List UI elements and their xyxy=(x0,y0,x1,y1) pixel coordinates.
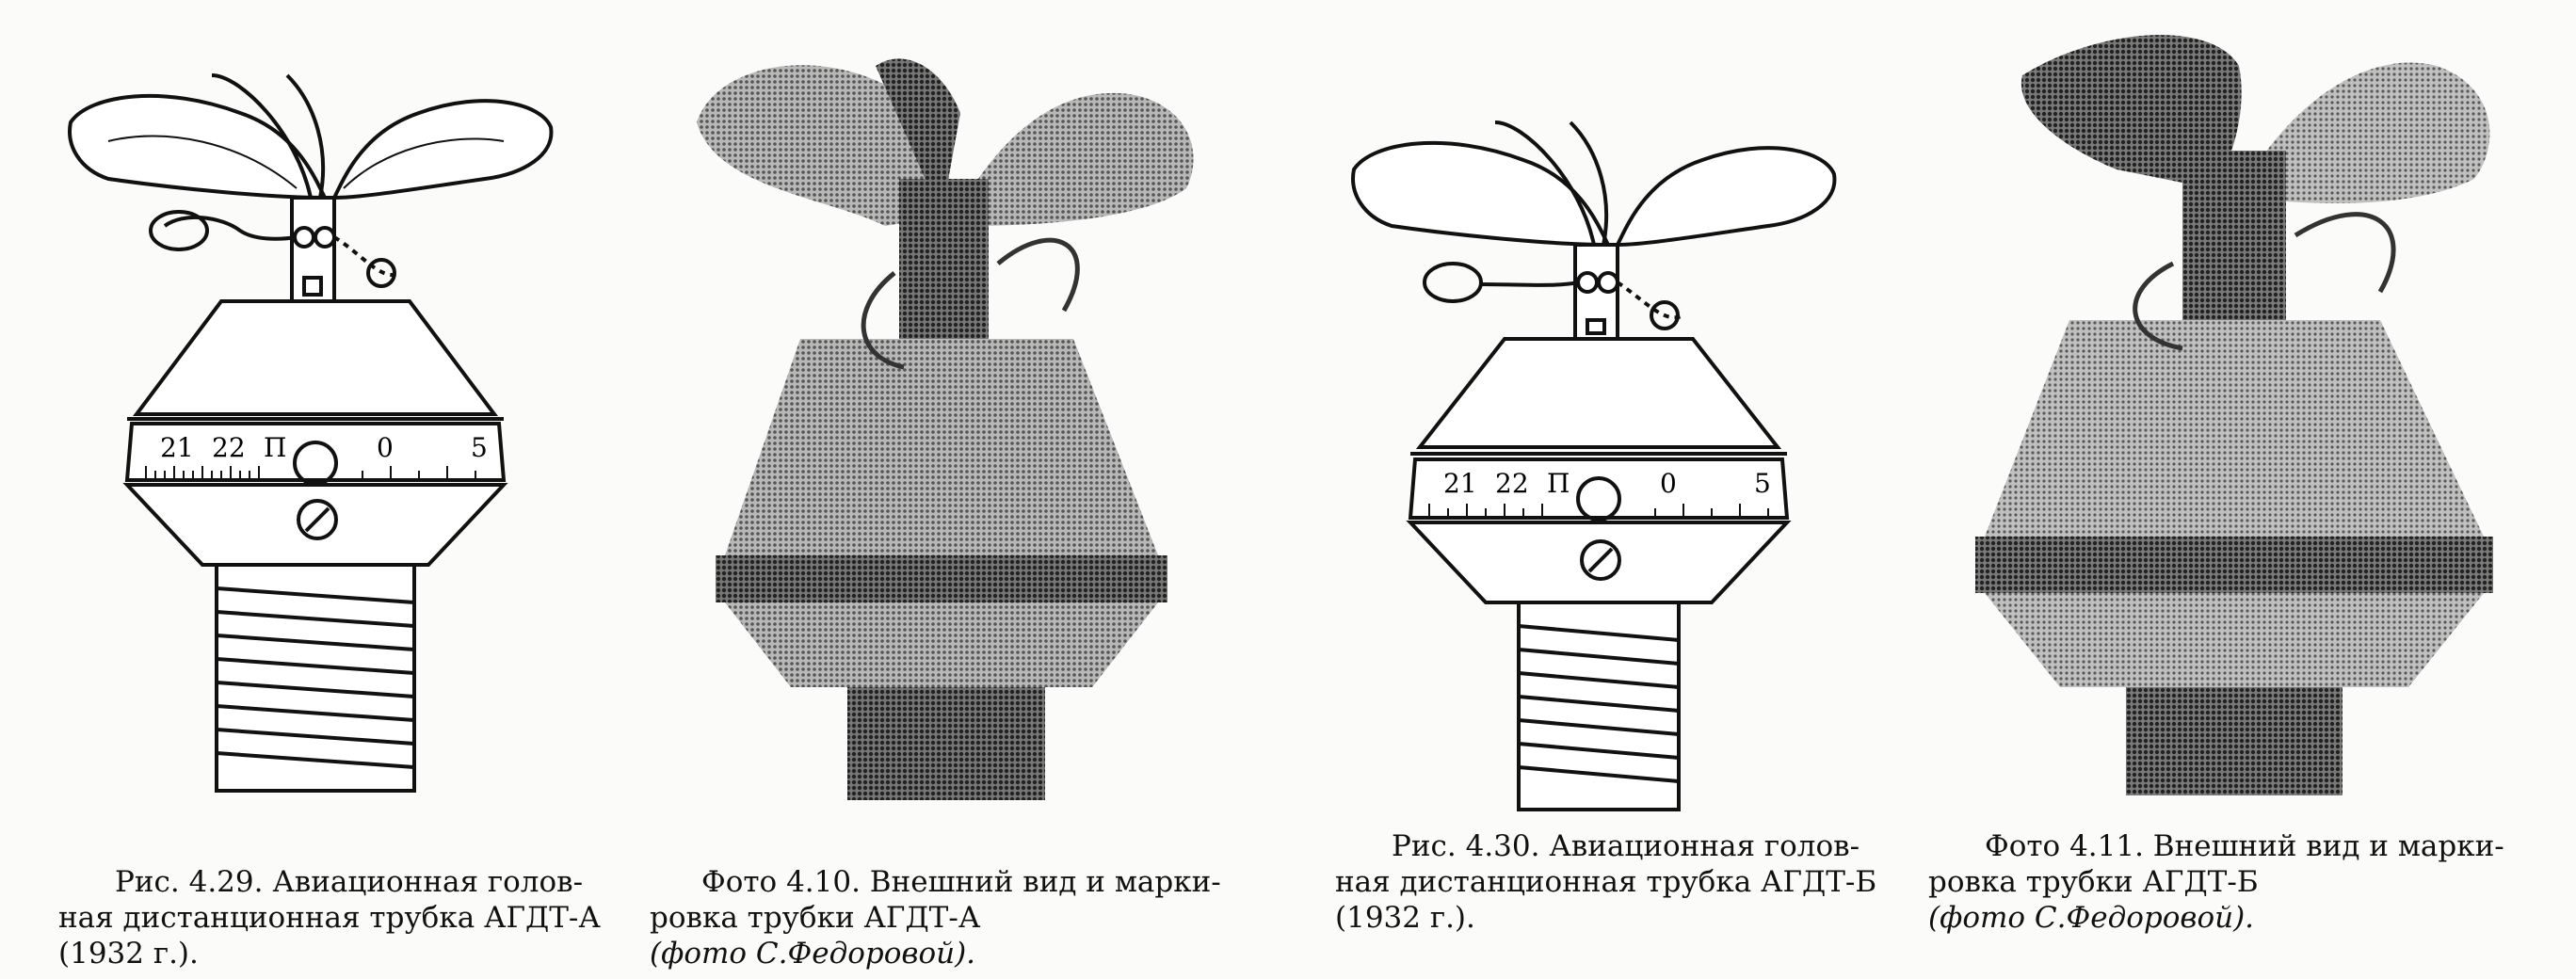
dial-label-21: 21 xyxy=(160,432,194,463)
dial-label-5: 5 xyxy=(1754,468,1771,499)
caption-line: ровка трубки АГДТ-Б xyxy=(1928,865,2259,899)
fuze-drawing-agdt-b xyxy=(1335,85,1862,819)
figure-caption-4-29 xyxy=(58,864,642,971)
right-page xyxy=(1288,0,2576,979)
photo-agdt-b xyxy=(1928,9,2531,800)
caption-line: ровка трубки АГДТ-А xyxy=(650,901,981,935)
dial-label-0: 0 xyxy=(1660,468,1677,499)
caption-line: (фото С.Федоровой). xyxy=(650,937,976,971)
caption-line: ная дистанционная трубка АГДТ-А xyxy=(58,901,601,935)
caption-line: (1932 г.). xyxy=(58,937,199,971)
photo-caption-4-10 xyxy=(650,864,1252,971)
caption-line: Рис. 4.30. Авиационная голов- xyxy=(1392,829,1860,863)
fuze-drawing-agdt-a xyxy=(52,38,560,810)
dial-label-p: П xyxy=(264,432,287,463)
caption-line: Фото 4.10. Внешний вид и марки- xyxy=(701,865,1221,899)
figure-caption-4-30 xyxy=(1335,828,1938,936)
caption-line: (1932 г.). xyxy=(1335,901,1475,935)
dial-label-22: 22 xyxy=(1495,468,1529,499)
photo-agdt-a xyxy=(659,28,1224,810)
caption-line: (фото С.Федоровой). xyxy=(1928,901,2255,935)
dial-label-5: 5 xyxy=(471,432,488,463)
photo-caption-4-11 xyxy=(1928,828,2540,936)
dial-label-22: 22 xyxy=(212,432,246,463)
caption-line: Фото 4.11. Внешний вид и марки- xyxy=(1985,829,2504,863)
caption-line: ная дистанционная трубка АГДТ-Б xyxy=(1335,865,1877,899)
dial-label-21: 21 xyxy=(1443,468,1477,499)
dial-label-0: 0 xyxy=(377,432,394,463)
dial-label-p: П xyxy=(1547,468,1570,499)
caption-line: Рис. 4.29. Авиационная голов- xyxy=(115,865,584,899)
